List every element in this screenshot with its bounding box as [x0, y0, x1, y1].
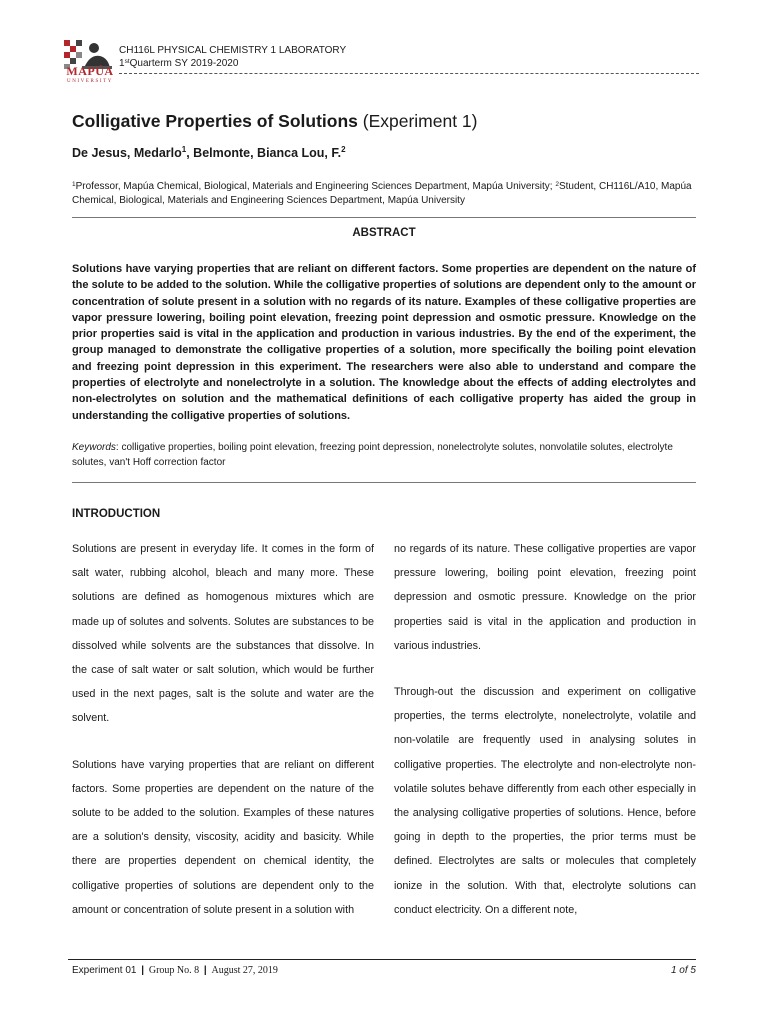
course-line: CH116L PHYSICAL CHEMISTRY 1 LABORATORY	[119, 45, 347, 56]
footer-rule	[68, 959, 696, 960]
header-divider	[119, 73, 699, 74]
quarter-line: 1stQuarterm SY 2019-2020	[119, 58, 239, 69]
paragraph: Solutions have varying properties that are reliant on different factors. Some properties are dependent on the nature of the solute to be added to the solution. Examples of these natures are a solution's density, viscosity, acidity and basicity. While there are properties dependent on chemical identity, the colligative properties of solutions are dependent only to the amount or concentration of solute present in a solution with	[72, 758, 374, 916]
abstract-top-rule	[72, 217, 696, 218]
page-title: Colligative Properties of Solutions (Experiment 1)	[72, 111, 478, 131]
keywords: Keywords: colligative properties, boiling point elevation, freezing point depression, nonelectrolyte solutes, nonvolatile solutes, electrolyte solutes, van't Hoff correction factor	[72, 442, 673, 468]
abstract-heading: ABSTRACT	[352, 227, 416, 239]
left-column	[72, 537, 374, 922]
abstract-bottom-rule	[72, 482, 696, 483]
introduction-heading: INTRODUCTION	[72, 508, 161, 520]
footer-info: Experiment 01 | Group No. 8 | August 27, 2019	[72, 965, 278, 976]
abstract-body: Solutions have varying properties that are reliant on different factors. Some properties are dependent on the nature of the solute to be added to the solution. While the colligative properties of solutions are dependent only to the amount or concentration of solute present in a solution with no regards of its nature. Examples of these colligative properties are vapor pressure lowering, boiling point elevation, freezing point depression and osmotic pressure. Knowledge on the prior properties said is vital in the application and production in various industries. By the end of the experiment, the group managed to demonstrate the colligative properties of a solution, more specifically the boiling point elevation and freezing point depression in this experiment. The researchers were also able to understand and compare the properties of electrolyte and nonelectrolyte in a solution. The knowledge about the effects of adding electrolytes and non-electrolytes on solution and the mathematical definitions of each colligative property has aided the group in understanding the colligative properties of solutions.	[72, 263, 696, 422]
paragraph: no regards of its nature. These colligative properties are vapor pressure lowering, boiling point elevation, freezing point depression and osmotic pressure. Knowledge on the prior properties said is vital in the application and production in various industries.	[394, 543, 696, 652]
university-subtitle: UNIVERSITY	[67, 79, 113, 84]
author-list: De Jesus, Medarlo$^1$, Belmonte, Bianca Lou, F.$^2$	[72, 145, 346, 160]
university-name: MAPÚA	[66, 64, 114, 78]
paragraph: Solutions are present in everyday life. It comes in the form of salt water, rubbing alcohol, bleach and many more. These solutions are defined as homogenous mixtures which are made up of solutes and solvents. Solutes are substances to be dissolved while solvents are the substances that dissolve. In the case of salt water or salt solution, which would be further used in the next pages, salt is the solute and water are the solvent.	[72, 543, 374, 725]
right-column	[394, 537, 696, 922]
page-number: 1 of 5	[670, 965, 696, 976]
affiliations: $^1$Professor, Mapúa Chemical, Biological, Materials and Engineering Sciences Department, Mapúa University; $^2$Student, CH116L/A10, Mapúa Chemical, Biological, Materials and Engineering Sciences Department, Mapúa University	[72, 181, 692, 206]
paragraph: Through-out the discussion and experiment on colligative properties, the terms electrolyte, nonelectrolyte, volatile and non-volatile are frequently used in analysing solutes in colligative properties. The electrolyte and non-electrolyte non-volatile solutes behave differently from each other especially in the analysing colligative properties of solutions. Hence, before going in depth to the properties, the prior terms must be defined. Electrolytes are salts or molecules that completely ionize in the solution. With that, electrolyte solutions can conduct electricity. On a different note,	[394, 686, 696, 916]
